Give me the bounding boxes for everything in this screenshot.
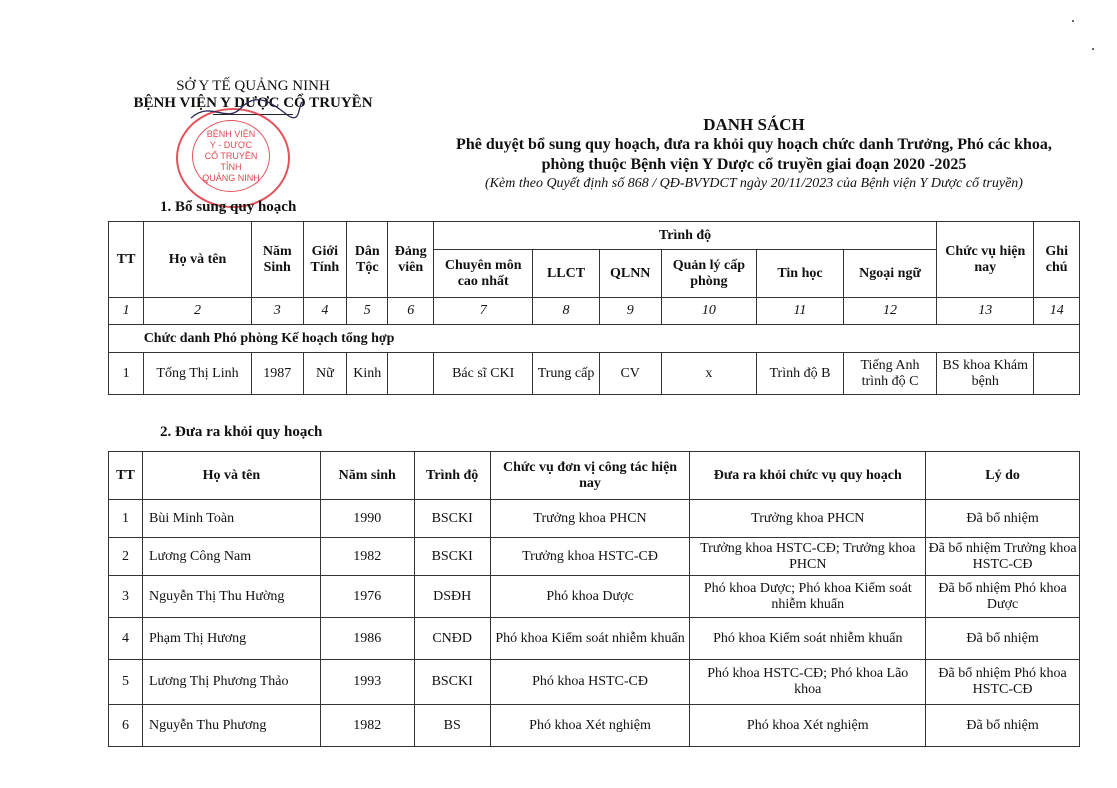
cell-ethnicity: Kinh [347, 353, 388, 395]
cell-current-position: Phó khoa Kiểm soát nhiễm khuẩn [490, 618, 690, 660]
col-management: Quản lý cấp phòng [661, 250, 756, 298]
cell-notes [1034, 353, 1080, 395]
cell-qualification: BS [414, 705, 490, 747]
cell-birth-year: 1987 [251, 353, 303, 395]
cell-current-position: Trưởng khoa PHCN [490, 500, 690, 538]
cell-birth-year: 1986 [320, 618, 414, 660]
cell-current-position: Phó khoa Xét nghiệm [490, 705, 690, 747]
table-row [109, 576, 1080, 618]
cell-removed-position: Phó khoa Xét nghiệm [690, 705, 926, 747]
table-row [109, 500, 1080, 538]
index-cell: 8 [533, 298, 599, 325]
col-qlnn: QLNN [599, 250, 661, 298]
index-cell: 14 [1034, 298, 1080, 325]
col-reason: Lý do [926, 452, 1080, 500]
index-cell: 4 [303, 298, 346, 325]
col-party-member: Đảng viên [388, 222, 434, 298]
col-removed-position: Đưa ra khỏi chức vụ quy hoạch [690, 452, 926, 500]
cell-current-position: Phó khoa HSTC-CĐ [490, 660, 690, 705]
scan-dot [1092, 48, 1094, 50]
cell-qlnn: CV [599, 353, 661, 395]
cell-birth-year: 1982 [320, 705, 414, 747]
table-row [109, 618, 1080, 660]
index-cell: 5 [347, 298, 388, 325]
cell-removed-position: Trưởng khoa HSTC-CĐ; Trưởng khoa PHCN [690, 538, 926, 576]
col-name: Họ và tên [144, 222, 252, 298]
planning-removal-table [108, 451, 1080, 747]
cell-tt: 1 [109, 353, 144, 395]
index-cell: 13 [937, 298, 1034, 325]
cell-qualification: BSCKI [414, 660, 490, 705]
cell-party-member [388, 353, 434, 395]
group-label: Chức danh Phó phòng Kế hoạch tổng hợp [144, 325, 1080, 353]
cell-tt: 6 [109, 705, 143, 747]
col-current-position: Chức vụ đơn vị công tác hiện nay [490, 452, 690, 500]
seal-line: CỔ TRUYỀN TỈNH [204, 151, 258, 172]
cell-name: Lương Công Nam [142, 538, 320, 576]
cell-it-skill: Trình độ B [756, 353, 843, 395]
col-birth-year: Năm Sinh [251, 222, 303, 298]
cell-qualification: CNĐD [414, 618, 490, 660]
cell-tt: 4 [109, 618, 143, 660]
table-row [109, 353, 1080, 395]
col-ethnicity: Dân Tộc [347, 222, 388, 298]
signature [186, 96, 306, 126]
cell-tt: 2 [109, 538, 143, 576]
hospital-name: BỆNH VIỆN Y DƯỢC CỔ TRUYỀN [133, 95, 373, 111]
index-cell: 2 [144, 298, 252, 325]
cell-removed-position: Phó khoa Kiểm soát nhiễm khuẩn [690, 618, 926, 660]
index-cell: 3 [251, 298, 303, 325]
cell-language: Tiếng Anh trình độ C [843, 353, 936, 395]
index-cell: 10 [661, 298, 756, 325]
index-cell: 7 [434, 298, 533, 325]
decision-reference: (Kèm theo Quyết định số 868 / QĐ-BVYDCT ngày 20/11/2023 của Bệnh viện Y Dược cổ truyền) [485, 176, 1023, 191]
cell-reason: Đã bổ nhiệm Phó khoa Dược [926, 576, 1080, 618]
index-cell: 1 [109, 298, 144, 325]
cell-qualification: BSCKI [414, 500, 490, 538]
cell-removed-position: Phó khoa Dược; Phó khoa Kiểm soát nhiễm khuẩn [690, 576, 926, 618]
cell-name: Nguyễn Thị Thu Hường [142, 576, 320, 618]
col-group-qualification: Trình độ [434, 222, 937, 250]
table-row [109, 538, 1080, 576]
cell-removed-position: Trưởng khoa PHCN [690, 500, 926, 538]
cell-removed-position: Phó khoa HSTC-CĐ; Phó khoa Lão khoa [690, 660, 926, 705]
cell-reason: Đã bổ nhiệm [926, 705, 1080, 747]
col-notes: Ghi chú [1034, 222, 1080, 298]
cell-name: Phạm Thị Hương [142, 618, 320, 660]
section1-heading: 1. Bổ sung quy hoạch [160, 199, 297, 215]
seal-line: BỆNH VIỆN [206, 129, 256, 139]
planning-addition-table [108, 221, 1080, 395]
col-tt: TT [109, 452, 143, 500]
document-subtitle-cont: phòng thuộc Bệnh viện Y Dược cổ truyền giai đoạn 2020 -2025 [541, 156, 967, 173]
document-subtitle: Phê duyệt bổ sung quy hoạch, đưa ra khỏi quy hoạch chức danh Trưởng, Phó các khoa, [456, 136, 1052, 153]
cell-qualification: BSCKI [414, 538, 490, 576]
cell-birth-year: 1993 [320, 660, 414, 705]
cell-current-position: BS khoa Khám bệnh [937, 353, 1034, 395]
cell-birth-year: 1982 [320, 538, 414, 576]
col-current-position: Chức vụ hiện nay [937, 222, 1034, 298]
table-row [109, 660, 1080, 705]
group-label-row [109, 325, 1080, 353]
index-cell: 11 [756, 298, 843, 325]
seal-line: QUẢNG NINH [202, 173, 260, 183]
cell-qualification: DSĐH [414, 576, 490, 618]
index-cell: 6 [388, 298, 434, 325]
col-qualification: Trình độ [414, 452, 490, 500]
cell-name: Lương Thị Phương Thảo [142, 660, 320, 705]
col-birth-year: Năm sinh [320, 452, 414, 500]
cell-specialty: Bác sĩ CKI [434, 353, 533, 395]
col-llct: LLCT [533, 250, 599, 298]
col-name: Họ và tên [142, 452, 320, 500]
col-specialty: Chuyên môn cao nhất [434, 250, 533, 298]
col-it-skill: Tin học [756, 250, 843, 298]
column-index-row [109, 298, 1080, 325]
cell-tt: 5 [109, 660, 143, 705]
cell-reason: Đã bổ nhiệm Trưởng khoa HSTC-CĐ [926, 538, 1080, 576]
table-row [109, 705, 1080, 747]
col-gender: Giới Tính [303, 222, 346, 298]
cell-reason: Đã bổ nhiệm [926, 500, 1080, 538]
cell-reason: Đã bổ nhiệm [926, 618, 1080, 660]
cell-llct: Trung cấp [533, 353, 599, 395]
cell-name: Bùi Minh Toàn [142, 500, 320, 538]
index-cell: 9 [599, 298, 661, 325]
cell-birth-year: 1976 [320, 576, 414, 618]
seal-inner-ring [192, 120, 270, 192]
cell-name: Nguyễn Thu Phương [142, 705, 320, 747]
cell-tt: 1 [109, 500, 143, 538]
cell-current-position: Trưởng khoa HSTC-CĐ [490, 538, 690, 576]
cell-management: x [661, 353, 756, 395]
seal-line: Y - DƯỢC [209, 140, 253, 150]
section2-heading: 2. Đưa ra khỏi quy hoạch [160, 424, 323, 440]
cell-current-position: Phó khoa Dược [490, 576, 690, 618]
cell-tt: 3 [109, 576, 143, 618]
cell-reason: Đã bổ nhiệm Phó khoa HSTC-CĐ [926, 660, 1080, 705]
col-tt: TT [109, 222, 144, 298]
document-title-block [396, 114, 1112, 193]
cell-birth-year: 1990 [320, 500, 414, 538]
col-language: Ngoại ngữ [843, 250, 936, 298]
index-cell: 12 [843, 298, 936, 325]
scan-dot [1072, 20, 1074, 22]
document-title: DANH SÁCH [703, 115, 805, 134]
department-name: SỞ Y TẾ QUẢNG NINH [176, 78, 330, 94]
cell-name: Tống Thị Linh [144, 353, 252, 395]
cell-gender: Nữ [303, 353, 346, 395]
